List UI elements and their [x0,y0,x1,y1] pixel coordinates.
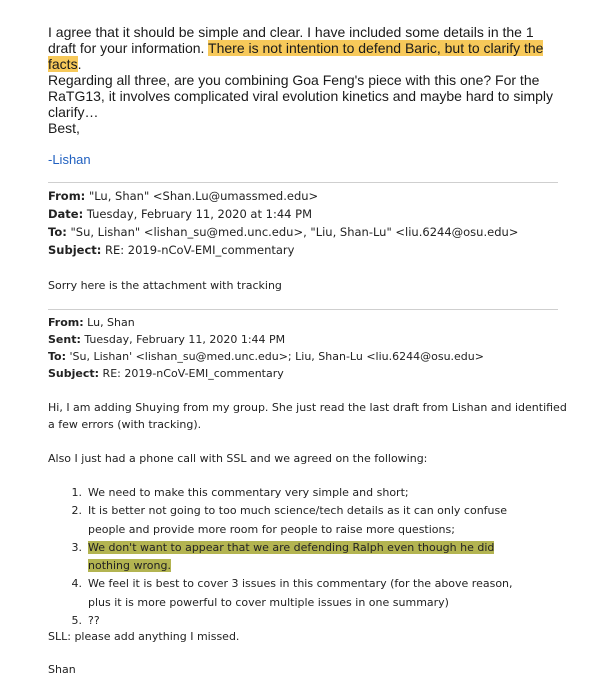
reply-paragraph-2 [48,72,568,136]
sent-value: Tuesday, February 11, 2020 1:44 PM [84,333,286,346]
agreement-list [48,484,568,630]
email-header-2 [48,314,588,382]
list-number: 2. [71,504,82,518]
reply-paragraph-1 [48,24,568,72]
reply-text-after-blank: draft for your information. [48,40,205,56]
to-label: To: [48,350,66,363]
closing-text: Best, [48,120,80,136]
from-label: From: [48,189,86,203]
list-number: 3. [71,540,82,554]
list-text: We need to make this commentary very simple and short; [88,486,409,499]
from-label: From: [48,316,84,329]
subject-label: Subject: [48,243,102,257]
email-agreed-text: Also I just had a phone call with SSL and we agreed on the following: [48,452,428,465]
email-header-1 [48,187,588,259]
list-text: It is better not going to too much science/tech details as it can only confuse people and provide more room for people to raise more questions; [88,504,508,536]
to-label: To: [48,225,67,239]
divider [48,309,558,310]
divider [48,182,558,183]
list-text: We feel it is best to cover 3 issues in this commentary (for the above reason, plus it is more powerful to cover multiple issues in one summary) [88,577,513,609]
reply-text-suffix: . [77,56,82,72]
list-item [48,539,568,576]
email-closing-request: SLL: please add anything I missed. [48,630,240,643]
subject-value: RE: 2019-nCoV-EMI_commentary [105,243,295,257]
email-signature: Shan [48,663,76,676]
to-value[interactable]: 'Su, Lishan' <lishan_su@med.unc.edu>; Liu, Shan-Lu <liu.6244@osu.edu> [69,350,484,363]
subject-value: RE: 2019-nCoV-EMI_commentary [102,367,284,380]
list-item [48,575,568,612]
highlighted-list-text: We don't want to appear that we are defending Ralph even though he did nothing wrong. [88,540,495,573]
sent-label: Sent: [48,333,81,346]
subject-label: Subject: [48,367,100,380]
email-body-1: Sorry here is the attachment with tracking [48,279,282,292]
to-value[interactable]: "Su, Lishan" <lishan_su@med.unc.edu>, "Liu, Shan-Lu" <liu.6244@osu.edu> [70,225,519,239]
list-item [48,484,568,502]
from-value[interactable]: "Lu, Shan" <Shan.Lu@umassmed.edu> [88,189,319,203]
from-value: Lu, Shan [87,316,135,329]
list-number: 4. [71,577,82,591]
reply-question-text: Regarding all three, are you combining Goa Feng's piece with this one? For the RaTG13, it involves complicated viral evolution kinetics and maybe hard to simply clarify… [48,72,554,120]
date-value: Tuesday, February 11, 2020 at 1:44 PM [86,207,312,221]
date-label: Date: [48,207,84,221]
list-text: ?? [88,614,100,628]
reply-text-prefix: I agree that it should be simple and clear. I have included some details in the 1 [48,24,534,40]
list-number: 5. [71,614,82,628]
highlighted-statement: There is not intention to defend Baric, but to clarify the facts [48,40,544,72]
list-item [48,502,568,539]
list-number: 1. [71,486,82,499]
signature-link[interactable]: -Lishan [48,152,91,167]
email-intro-text: Hi, I am adding Shuying from my group. She just read the last draft from Lishan and identified a few errors (with tracking). [48,401,567,431]
